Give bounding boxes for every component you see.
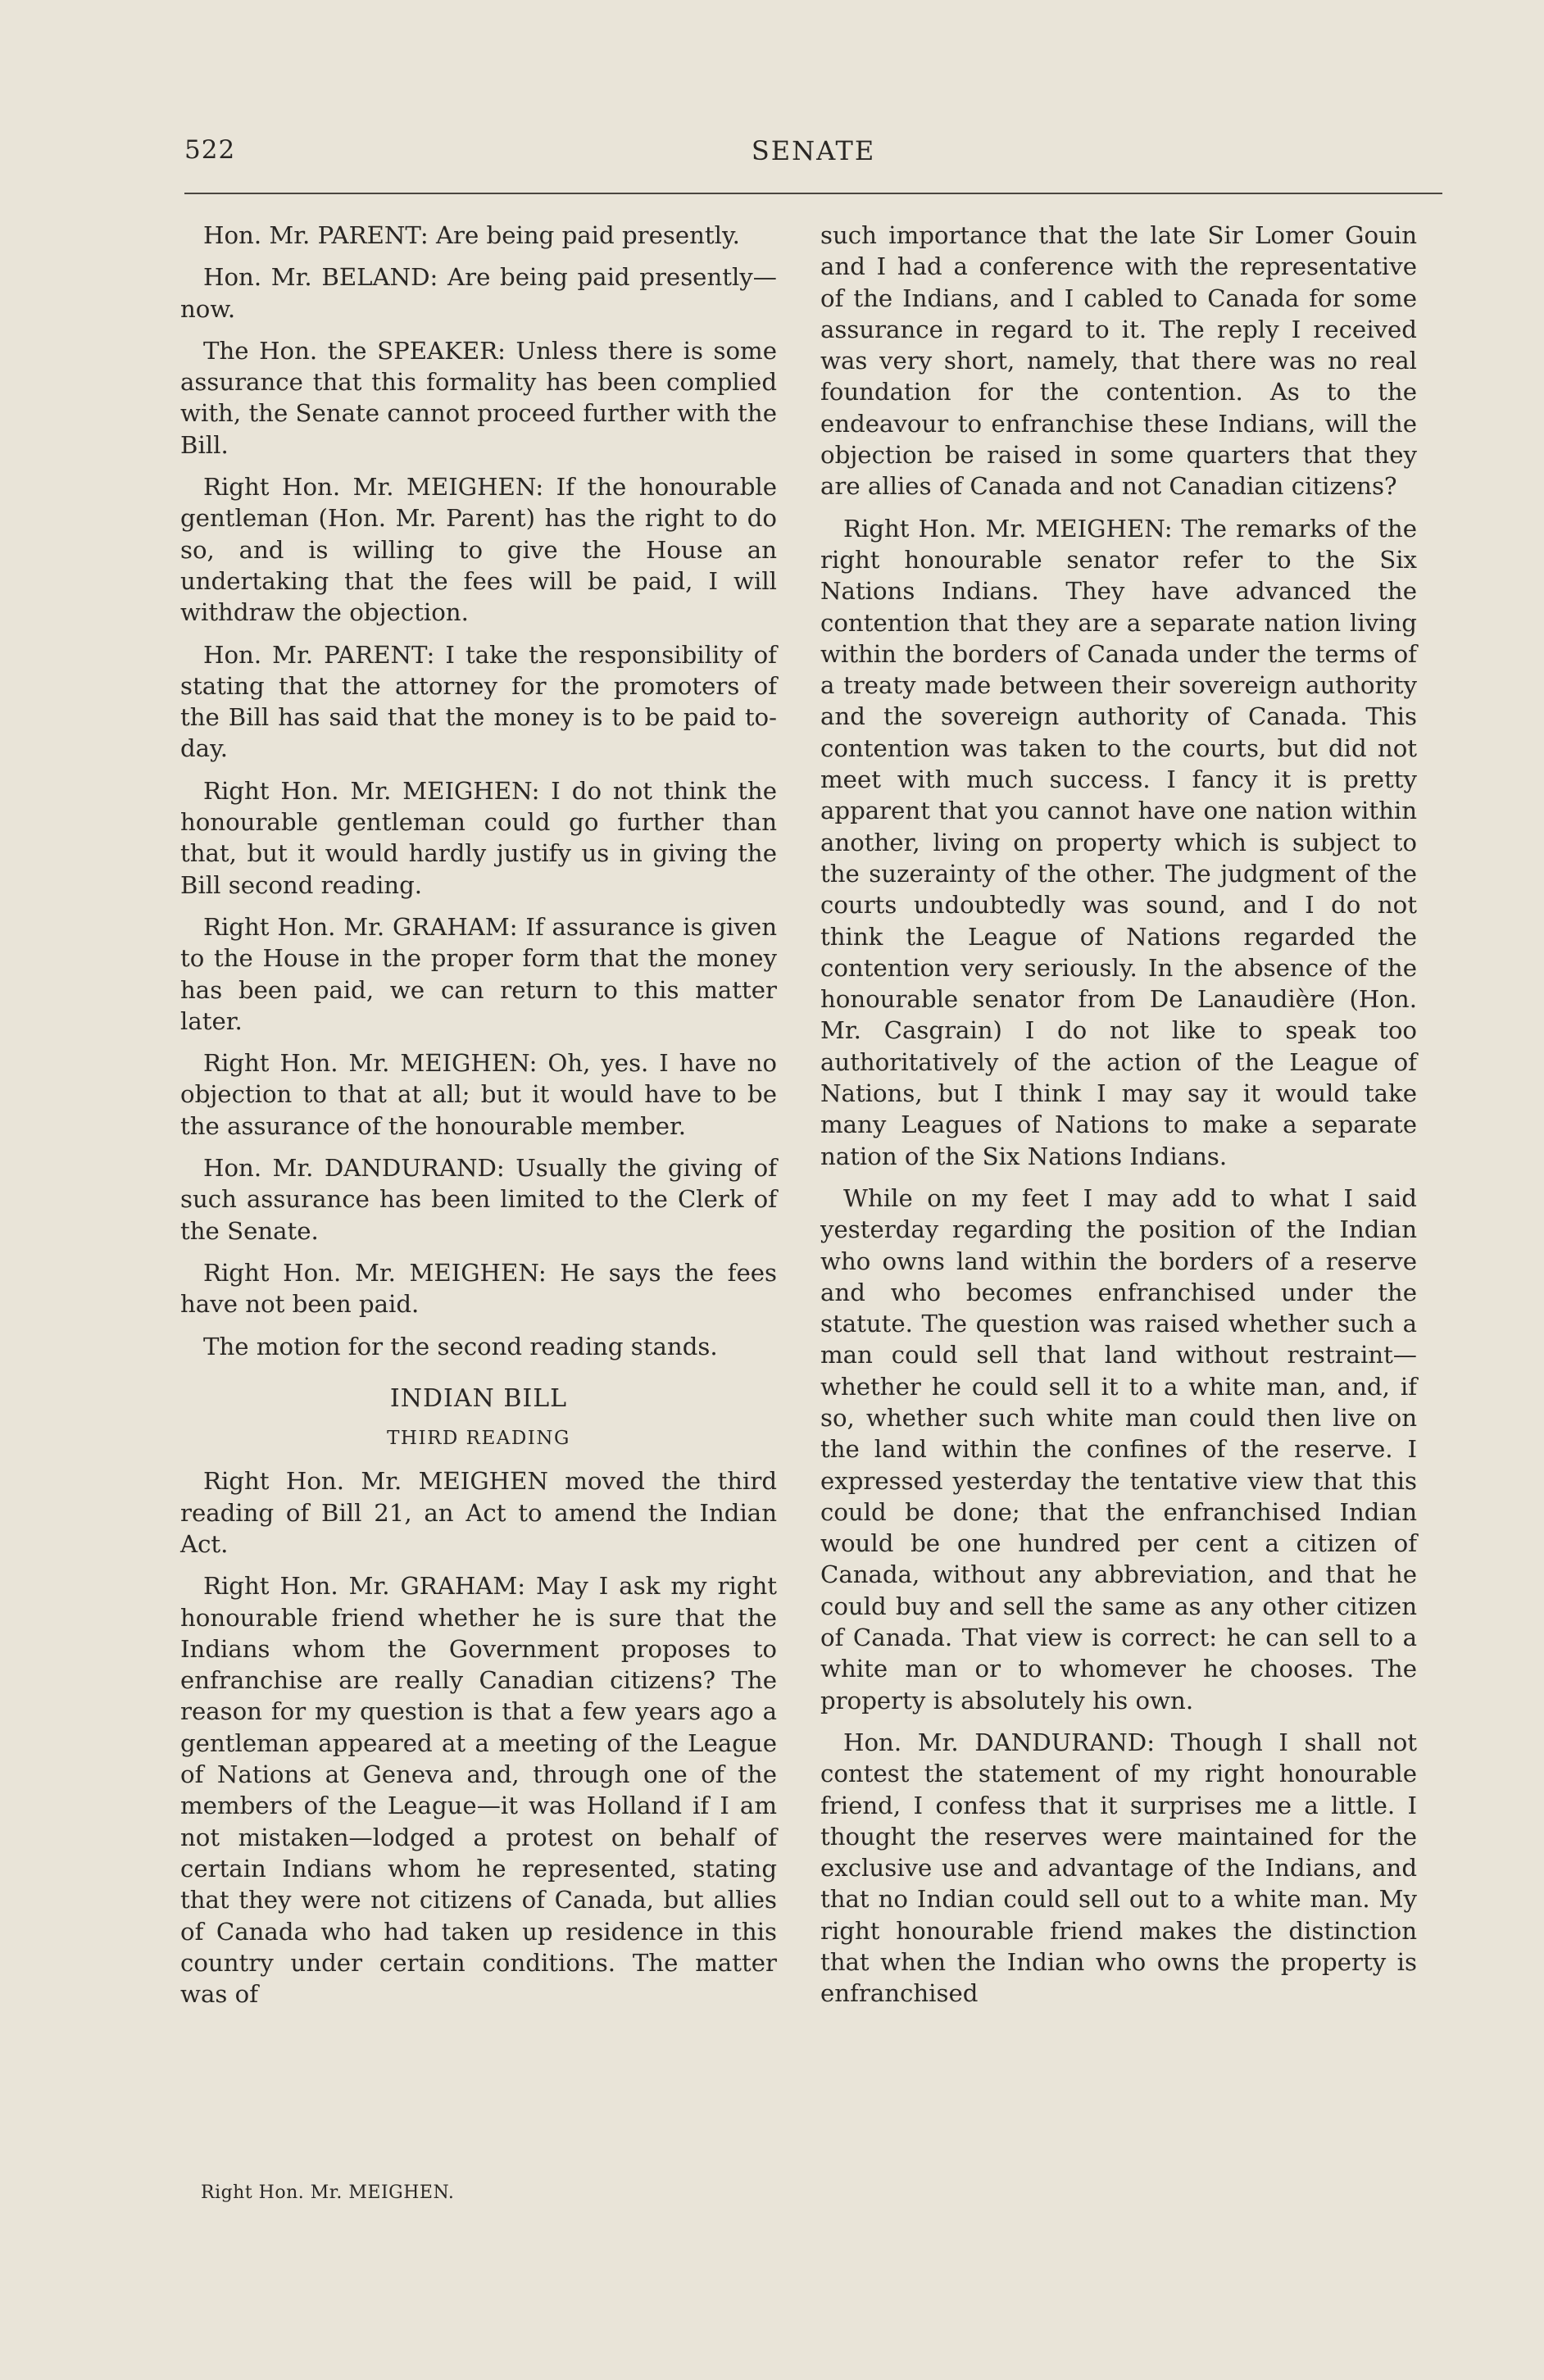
- header-rule: [184, 193, 1442, 194]
- paragraph: The motion for the second reading stands.: [203, 1332, 718, 1360]
- page-footer: Right Hon. Mr. MEIGHEN.: [201, 2182, 455, 2203]
- paragraph: Right Hon. Mr. MEIGHEN: The remarks of the right honourable senator refer to the Six Nations Indians. They have advanced the contention that they are a separate nation living within the borders of Canada under the terms of a treaty made between their sovereign authority and the sovereign authority of Canada. This contention was taken to the courts, but did not meet with much success. I fancy it is pretty apparent that you cannot have one nation within another, living on property which is subject to the suzerainty of the other. The judgment of the courts undoubtedly was sound, and I do not think the League of Nations regarded the contention very seriously. In the absence of the honourable senator from De Lanaudière (Hon. Mr. Casgrain) I do not like to speak too authoritatively of the action of the League of Nations, but I think I may say it would take many Leagues of Nations to make a separate nation of the Six Nations Indians.: [820, 514, 1417, 1170]
- paragraph: The Hon. the SPEAKER: Unless there is some assurance that this formality has been complied with, the Senate cannot proceed further with the Bill.: [180, 336, 777, 459]
- paragraph: Hon. Mr. DANDURAND: Though I shall not contest the statement of my right honourable friend, I confess that it surprises me a little. I thought the reserves were maintained for the exclusive use and advantage of the Indians, and that no Indian could sell out to a white man. My right honourable friend makes the distinction that when the Indian who owns the property is enfranchised: [820, 1728, 1417, 2008]
- paragraph: Right Hon. Mr. MEIGHEN moved the third reading of Bill 21, an Act to amend the Indian Act.: [180, 1467, 777, 1558]
- paragraph: Right Hon. Mr. MEIGHEN: I do not think the honourable gentleman could go further than that, but it would hardly justify us in giving the Bill second reading.: [180, 776, 777, 899]
- paragraph: Right Hon. Mr. GRAHAM: If assurance is given to the House in the proper form that the money has been paid, we can return to this matter later.: [180, 912, 777, 1035]
- paragraph: Right Hon. Mr. MEIGHEN: Oh, yes. I have no objection to that at all; but it would have to be the assurance of the honourable member.: [180, 1049, 777, 1140]
- paragraph: Hon. Mr. BELAND: Are being paid presently—now.: [180, 263, 777, 323]
- page-header: [184, 135, 1442, 176]
- paragraph: While on my feet I may add to what I said yesterday regarding the position of the Indian who owns land within the borders of a reserve and who becomes enfranchised under the statute. The question was raised whether such a man could sell that land without restraint—whether he could sell it to a white man, and, if so, whether such white man could then live on the land within the confines of the reserve. I expressed yesterday the tentative view that this could be done; that the enfranchised Indian would be one hundred per cent a citizen of Canada, without any abbreviation, and that he could buy and sell the same as any other citizen of Canada. That view is correct: he can sell to a white man or to whomever he chooses. The property is absolutely his own.: [820, 1183, 1417, 1715]
- section-heading: INDIAN BILL: [389, 1383, 568, 1413]
- paragraph: such importance that the late Sir Lomer Gouin and I had a conference with the representative of the Indians, and I cabled to Canada for some assurance in regard to it. The reply I received was very short, namely, that there was no real foundation for the contention. As to the endeavour to enfranchise these Indians, will the objection be raised in some quarters that they are allies of Canada and not Canadian citizens?: [820, 221, 1417, 501]
- right-column: [820, 220, 1417, 2020]
- paragraph: Right Hon. Mr. MEIGHEN: He says the fees have not been paid.: [180, 1258, 777, 1319]
- running-head: SENATE: [751, 135, 876, 166]
- paragraph: Right Hon. Mr. MEIGHEN: If the honourable gentleman (Hon. Mr. Parent) has the right to do so, and is willing to give the House an undertaking that the fees will be paid, I will withdraw the objection.: [180, 473, 777, 627]
- left-column: [180, 220, 777, 2020]
- section-subheading: THIRD READING: [387, 1428, 570, 1450]
- paragraph: Hon. Mr. DANDURAND: Usually the giving of such assurance has been limited to the Clerk of the Senate.: [180, 1154, 777, 1245]
- paragraph: Hon. Mr. PARENT: I take the responsibility of stating that the attorney for the promoters of the Bill has said that the money is to be paid to-day.: [180, 640, 777, 763]
- paragraph: Right Hon. Mr. GRAHAM: May I ask my right honourable friend whether he is sure that the Indians whom the Government proposes to enfranchise are really Canadian citizens? The reason for my question is that a few years ago a gentleman appeared at a meeting of the League of Nations at Geneva and, through one of the members of the League—it was Holland if I am not mistaken—lodged a protest on behalf of certain Indians whom he represented, stating that they were not citizens of Canada, but allies of Canada who had taken up residence in this country under certain conditions. The matter was of: [180, 1572, 777, 2009]
- paragraph: Hon. Mr. PARENT: Are being paid presently.: [203, 221, 740, 249]
- page-number: 522: [184, 135, 236, 165]
